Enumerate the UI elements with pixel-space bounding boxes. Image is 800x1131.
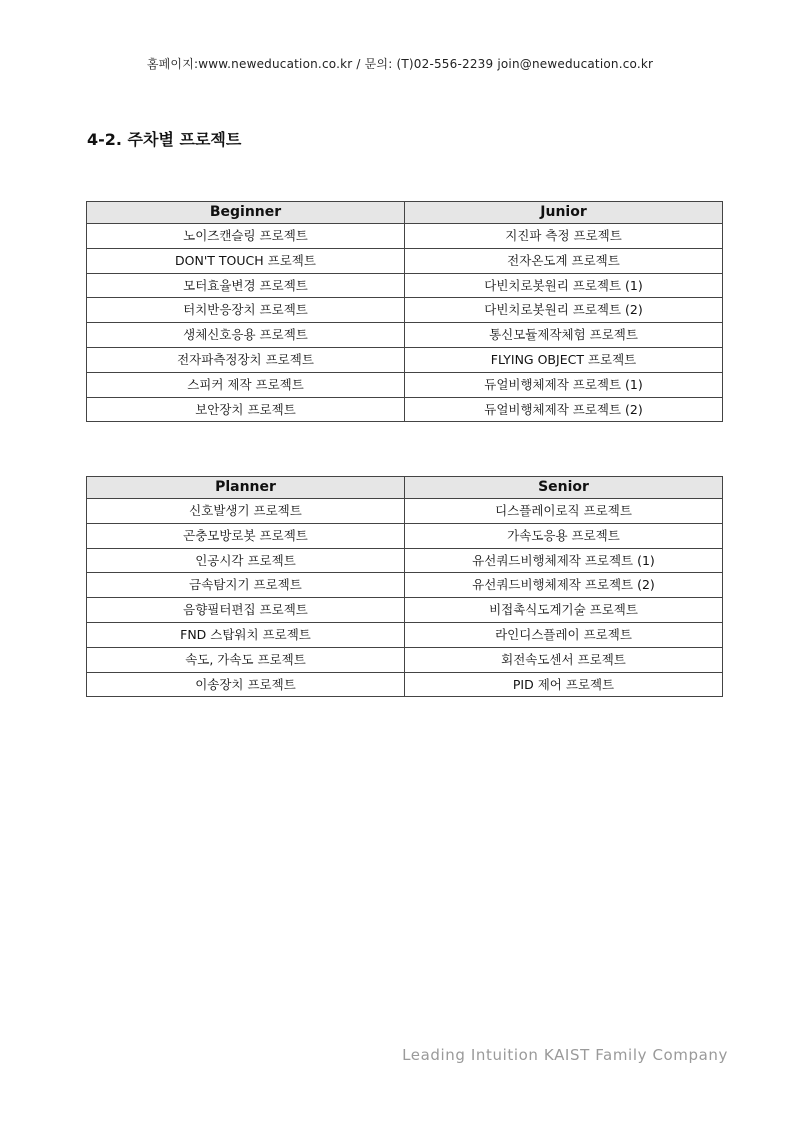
table-cell: 음향필터편집 프로젝트 — [87, 598, 405, 623]
project-table-beginner-junior — [86, 201, 723, 422]
table-cell: DON'T TOUCH 프로젝트 — [87, 248, 405, 273]
page-header-contact: 홈페이지:www.neweducation.co.kr / 문의: (T)02-556-2239 join@neweducation.co.kr — [146, 57, 654, 71]
footer-tagline: Leading Intuition KAIST Family Company — [402, 1046, 728, 1064]
table-cell: FLYING OBJECT 프로젝트 — [405, 347, 723, 372]
table-cell: 인공시각 프로젝트 — [87, 548, 405, 573]
table-cell: 통신모듈제작체험 프로젝트 — [405, 323, 723, 348]
table-cell: 곤충모방로봇 프로젝트 — [87, 523, 405, 548]
column-header-junior: Junior — [405, 202, 723, 224]
table-row — [87, 548, 723, 573]
table-row — [87, 573, 723, 598]
table-row — [87, 672, 723, 697]
table-row — [87, 622, 723, 647]
table-row — [87, 273, 723, 298]
table-cell: 유선쿼드비행체제작 프로젝트 (1) — [405, 548, 723, 573]
table-cell: 속도, 가속도 프로젝트 — [87, 647, 405, 672]
table-cell: 비접촉식도계기술 프로젝트 — [405, 598, 723, 623]
table-cell: FND 스탑워치 프로젝트 — [87, 622, 405, 647]
table-row — [87, 298, 723, 323]
table-cell: 라인디스플레이 프로젝트 — [405, 622, 723, 647]
table-row — [87, 347, 723, 372]
table-row — [87, 248, 723, 273]
table-cell: 스피커 제작 프로젝트 — [87, 372, 405, 397]
table-cell: 전자온도계 프로젝트 — [405, 248, 723, 273]
table-cell: 보안장치 프로젝트 — [87, 397, 405, 422]
table-cell: 금속탐지기 프로젝트 — [87, 573, 405, 598]
table-cell: 모터효율변경 프로젝트 — [87, 273, 405, 298]
table-cell: PID 제어 프로젝트 — [405, 672, 723, 697]
section-title: 4-2. 주차별 프로젝트 — [87, 130, 242, 149]
table-cell: 생체신호응용 프로젝트 — [87, 323, 405, 348]
table-cell: 지진파 측정 프로젝트 — [405, 224, 723, 249]
table-row — [87, 647, 723, 672]
table-cell: 유선쿼드비행체제작 프로젝트 (2) — [405, 573, 723, 598]
project-table-planner-senior — [86, 476, 723, 697]
column-header-planner: Planner — [87, 477, 405, 499]
table-row — [87, 323, 723, 348]
table-row — [87, 598, 723, 623]
table-header-row — [87, 477, 723, 499]
table-cell: 다빈치로봇원리 프로젝트 (1) — [405, 273, 723, 298]
table-header-row — [87, 202, 723, 224]
table-cell: 노이즈캔슬링 프로젝트 — [87, 224, 405, 249]
table-row — [87, 499, 723, 524]
table-cell: 디스플레이로직 프로젝트 — [405, 499, 723, 524]
table-row — [87, 224, 723, 249]
table-cell: 이송장치 프로젝트 — [87, 672, 405, 697]
table-cell: 신호발생기 프로젝트 — [87, 499, 405, 524]
table-cell: 가속도응용 프로젝트 — [405, 523, 723, 548]
table-row — [87, 523, 723, 548]
column-header-senior: Senior — [405, 477, 723, 499]
table-row — [87, 397, 723, 422]
column-header-beginner: Beginner — [87, 202, 405, 224]
table-cell: 듀얼비행체제작 프로젝트 (1) — [405, 372, 723, 397]
table-cell: 회전속도센서 프로젝트 — [405, 647, 723, 672]
table-cell: 듀얼비행체제작 프로젝트 (2) — [405, 397, 723, 422]
table-cell: 다빈치로봇원리 프로젝트 (2) — [405, 298, 723, 323]
table-cell: 전자파측정장치 프로젝트 — [87, 347, 405, 372]
table-row — [87, 372, 723, 397]
table-cell: 터치반응장치 프로젝트 — [87, 298, 405, 323]
